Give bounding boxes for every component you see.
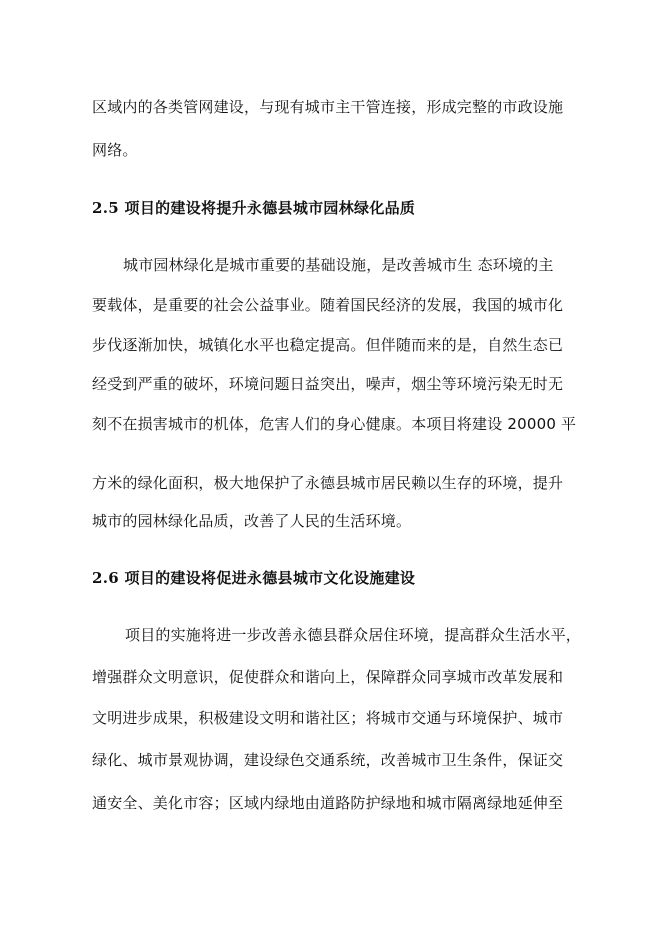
intro-line-1: 区域内的各类管网建设，与现有城市主干管连接，形成完整的市政设施 <box>92 98 564 116</box>
section-2-5-line-6: 方米的绿化面积，极大地保护了永德县城市居民赖以生存的环境，提升 <box>92 474 564 492</box>
section-2-5-line-3: 步伐逐渐加快，城镇化水平也稳定提高。但伴随而来的是，自然生态已 <box>92 336 564 354</box>
section-2-5-heading: 2.5 项目的建设将提升永德县城市园林绿化品质 <box>92 199 416 217</box>
section-2-6-line-2: 增强群众文明意识，促使群众和谐向上，保障群众同享城市改革发展和 <box>92 668 564 686</box>
section-2-6-heading: 2.6 项目的建设将促进永德县城市文化设施建设 <box>92 569 416 587</box>
intro-line-2: 网络。 <box>92 141 138 159</box>
section-2-6-line-3: 文明进步成果，积极建设文明和谐社区；将城市交通与环境保护、城市 <box>92 709 564 727</box>
section-2-5-line-5: 刻不在损害城市的机体，危害人们的身心健康。本项目将建设 20000 平 <box>92 415 577 433</box>
section-2-6-line-4: 绿化、城市景观协调，建设绿色交通系统，改善城市卫生条件，保证交 <box>92 751 564 769</box>
section-2-5-line-1: 城市园林绿化是城市重要的基础设施，是改善城市生 态环境的主 <box>123 256 554 274</box>
section-2-6-line-1: 项目的实施将进一步改善永德县群众居住环境，提高群众生活水平， <box>125 626 582 644</box>
section-2-6-line-5: 通安全、美化市容；区域内绿地由道路防护绿地和城市隔离绿地延伸至 <box>92 794 564 812</box>
section-2-5-line-2: 要载体，是重要的社会公益事业。随着国民经济的发展，我国的城市化 <box>92 296 564 314</box>
section-2-5-line-4: 经受到严重的破坏，环境问题日益突出，噪声，烟尘等环境污染无时无 <box>92 375 564 393</box>
section-2-5-line-7: 城市的园林绿化品质，改善了人民的生活环境。 <box>92 512 412 530</box>
